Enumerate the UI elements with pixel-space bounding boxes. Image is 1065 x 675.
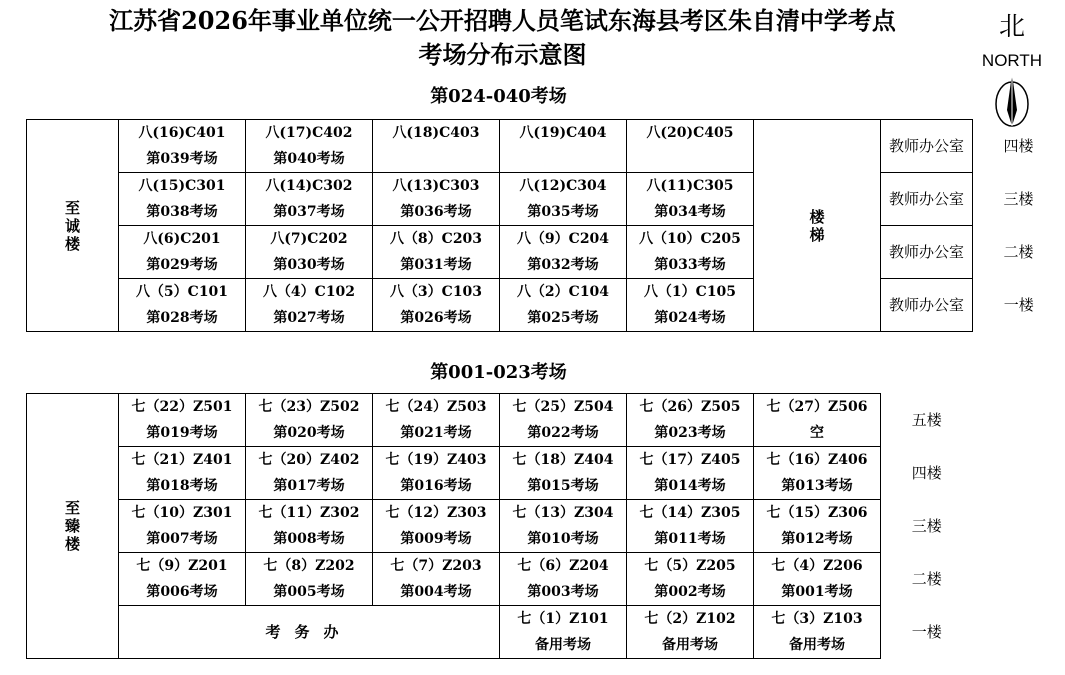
building1-name-char: 楼 <box>64 234 80 253</box>
exam-room-label: 第036考场 <box>400 204 472 220</box>
exam-room-label: 第015考场 <box>527 478 599 494</box>
page-title: 江苏省2026年事业单位统一公开招聘人员笔试东海县考区朱自清中学考点 <box>109 6 896 35</box>
exam-room-label: 第021考场 <box>400 425 472 441</box>
room-code: 七（19）Z403 <box>385 452 487 468</box>
exam-room-label: 第004考场 <box>400 584 472 600</box>
room-cell <box>246 279 373 332</box>
room-cell <box>500 394 627 447</box>
room-cell <box>754 553 881 606</box>
floor-label: 五楼 <box>881 394 973 447</box>
floor-label: 三楼 <box>1003 190 1034 208</box>
room-cell <box>373 173 500 226</box>
room-code: 七（27）Z506 <box>766 399 868 415</box>
room-code: 八(13)C303 <box>392 178 480 194</box>
exam-room-label: 备用考场 <box>789 637 845 653</box>
room-cell <box>500 120 627 173</box>
exam-room-label: 第034考场 <box>654 204 726 220</box>
room-cell <box>500 447 627 500</box>
floor-row <box>27 120 1065 173</box>
building2-name-char: 至 <box>64 499 80 517</box>
exam-room-label: 第003考场 <box>527 584 599 600</box>
exam-room-label: 第024考场 <box>654 310 726 326</box>
room-cell <box>627 500 754 553</box>
north-compass <box>980 8 1044 128</box>
room-cell <box>500 173 627 226</box>
exam-room-label: 第022考场 <box>527 425 599 441</box>
exam-room-label: 第013考场 <box>781 478 853 494</box>
room-code: 八(11)C305 <box>646 178 734 194</box>
room-code: 八(7)C202 <box>270 231 348 247</box>
room-code: 八(16)C401 <box>138 125 226 141</box>
room-cell <box>373 553 500 606</box>
room-code: 七（18）Z404 <box>512 452 614 468</box>
room-code: 八(17)C402 <box>265 125 353 141</box>
room-cell <box>246 173 373 226</box>
room-code: 八（4）C102 <box>262 284 356 300</box>
floor-row <box>27 394 973 447</box>
floor-label: 四楼 <box>881 447 973 500</box>
floor-label: 一楼 <box>1003 296 1034 314</box>
room-cell <box>119 173 246 226</box>
room-code: 七（16）Z406 <box>766 452 868 468</box>
room-code: 八(20)C405 <box>646 125 734 141</box>
room-code: 七（17）Z405 <box>639 452 741 468</box>
page-subtitle: 考场分布示意图 <box>418 40 587 69</box>
room-cell <box>500 606 627 659</box>
room-code: 八(14)C302 <box>265 178 353 194</box>
exam-room-label: 第026考场 <box>400 310 472 326</box>
exam-room-label: 第017考场 <box>273 478 345 494</box>
exam-room-label: 第007考场 <box>146 531 218 547</box>
room-cell <box>119 500 246 553</box>
building1-heading: 第024-040考场 <box>430 86 567 107</box>
room-cell <box>627 226 754 279</box>
building2-name-char: 楼 <box>64 535 80 553</box>
exam-room-label: 第011考场 <box>654 531 726 547</box>
room-cell <box>246 500 373 553</box>
exam-room-label <box>373 146 499 172</box>
exam-room-label: 第002考场 <box>654 584 726 600</box>
room-code: 八（8）C203 <box>389 231 483 247</box>
room-code: 八（1）C105 <box>643 284 737 300</box>
exam-room-label: 备用考场 <box>535 637 591 653</box>
exam-room-label: 第014考场 <box>654 478 726 494</box>
room-cell <box>754 447 881 500</box>
building2-name <box>27 394 119 659</box>
exam-room-label: 第001考场 <box>781 584 853 600</box>
room-cell <box>119 120 246 173</box>
exam-office: 考务办 <box>119 606 500 659</box>
building2-name-char: 臻 <box>64 517 80 535</box>
building2-table <box>26 393 973 659</box>
room-code: 七（26）Z505 <box>639 399 741 415</box>
floor-row <box>27 553 973 606</box>
room-cell <box>627 553 754 606</box>
room-cell <box>246 447 373 500</box>
floor-row <box>27 500 973 553</box>
floor-row <box>27 226 1065 279</box>
room-cell <box>119 447 246 500</box>
exam-room-label: 第028考场 <box>146 310 218 326</box>
teacher-office: 教师办公室 <box>881 226 973 279</box>
room-code: 八（9）C204 <box>516 231 610 247</box>
room-code: 八（3）C103 <box>389 284 483 300</box>
room-code: 八（2）C104 <box>516 284 610 300</box>
room-code: 七（3）Z103 <box>771 611 863 627</box>
exam-room-label: 第033考场 <box>654 257 726 273</box>
exam-room-label: 第012考场 <box>781 531 853 547</box>
stairs-cell <box>754 120 881 332</box>
exam-room-label: 第040考场 <box>273 151 345 167</box>
teacher-office: 教师办公室 <box>881 173 973 226</box>
room-cell <box>246 394 373 447</box>
exam-room-label: 第019考场 <box>146 425 218 441</box>
room-code: 七（21）Z401 <box>131 452 233 468</box>
exam-room-label: 第025考场 <box>527 310 599 326</box>
room-cell <box>246 553 373 606</box>
exam-room-label: 第032考场 <box>527 257 599 273</box>
room-code: 七（4）Z206 <box>771 558 863 574</box>
exam-room-label: 第038考场 <box>146 204 218 220</box>
room-cell <box>627 279 754 332</box>
exam-room-label: 第037考场 <box>273 204 345 220</box>
north-label-zh: 北 <box>998 12 1025 42</box>
room-code: 七（25）Z504 <box>512 399 614 415</box>
room-cell <box>627 173 754 226</box>
room-code: 七（7）Z203 <box>390 558 482 574</box>
room-code: 七（8）Z202 <box>263 558 355 574</box>
room-cell <box>500 500 627 553</box>
room-cell <box>627 606 754 659</box>
exam-room-label: 备用考场 <box>662 637 718 653</box>
room-cell <box>500 226 627 279</box>
room-code: 八(19)C404 <box>519 125 607 141</box>
exam-room-label: 第020考场 <box>273 425 345 441</box>
exam-room-label: 第005考场 <box>273 584 345 600</box>
building1-name-char: 诚 <box>64 216 80 235</box>
room-cell <box>119 394 246 447</box>
room-cell <box>373 447 500 500</box>
room-code: 七（9）Z201 <box>136 558 228 574</box>
room-code: 八(6)C201 <box>143 231 221 247</box>
room-cell <box>754 394 881 447</box>
room-cell <box>119 553 246 606</box>
room-cell <box>246 226 373 279</box>
exam-room-label: 第023考场 <box>654 425 726 441</box>
room-code: 八（10）C205 <box>639 231 741 247</box>
floor-row <box>27 606 973 659</box>
room-cell <box>373 120 500 173</box>
room-code: 七（24）Z503 <box>385 399 487 415</box>
room-code: 七（13）Z304 <box>512 505 614 521</box>
room-cell <box>500 553 627 606</box>
room-cell <box>627 120 754 173</box>
room-cell <box>373 226 500 279</box>
room-code: 七（11）Z302 <box>258 505 360 521</box>
room-cell <box>754 500 881 553</box>
building1-table <box>26 119 1065 332</box>
room-cell <box>627 394 754 447</box>
room-code: 七（14）Z305 <box>639 505 741 521</box>
floor-label: 二楼 <box>1003 243 1034 261</box>
exam-room-label <box>500 146 626 172</box>
teacher-office: 教师办公室 <box>881 120 973 173</box>
room-cell <box>500 279 627 332</box>
room-code: 八（5）C101 <box>135 284 229 300</box>
room-cell <box>627 447 754 500</box>
floor-row <box>27 447 973 500</box>
room-code: 八(15)C301 <box>138 178 226 194</box>
exam-room-label: 第027考场 <box>273 310 345 326</box>
room-code: 七（15）Z306 <box>766 505 868 521</box>
floor-label: 三楼 <box>881 500 973 553</box>
floor-label: 二楼 <box>881 553 973 606</box>
floor-label: 四楼 <box>1003 137 1034 155</box>
building2-heading: 第001-023考场 <box>430 362 567 383</box>
exam-room-label: 第008考场 <box>273 531 345 547</box>
room-code: 七（2）Z102 <box>644 611 736 627</box>
floor-label: 一楼 <box>881 606 973 659</box>
stairs-cell-char: 梯 <box>809 225 825 244</box>
room-cell <box>246 120 373 173</box>
floor-row <box>27 279 1065 332</box>
room-code: 八(18)C403 <box>392 125 480 141</box>
room-code: 七（10）Z301 <box>131 505 233 521</box>
room-code: 七（5）Z205 <box>644 558 736 574</box>
exam-room-label: 第029考场 <box>146 257 218 273</box>
exam-room-label: 第030考场 <box>273 257 345 273</box>
teacher-office: 教师办公室 <box>881 279 973 332</box>
room-cell <box>373 500 500 553</box>
floor-row <box>27 173 1065 226</box>
exam-room-label: 第039考场 <box>146 151 218 167</box>
room-code: 七（6）Z204 <box>517 558 609 574</box>
room-code: 七（1）Z101 <box>517 611 609 627</box>
exam-room-label: 第006考场 <box>146 584 218 600</box>
exam-room-label: 第016考场 <box>400 478 472 494</box>
exam-room-label: 第018考场 <box>146 478 218 494</box>
room-cell <box>373 279 500 332</box>
building1-name <box>27 120 119 332</box>
room-cell <box>119 226 246 279</box>
building1-name-char: 至 <box>64 198 80 217</box>
exam-room-label: 第031考场 <box>400 257 472 273</box>
room-cell <box>754 606 881 659</box>
exam-room-label: 第010考场 <box>527 531 599 547</box>
north-label-en: NORTH <box>981 51 1043 70</box>
exam-room-label <box>627 146 753 172</box>
stairs-cell-char: 楼 <box>809 207 825 226</box>
room-code: 八(12)C304 <box>519 178 607 194</box>
room-cell <box>119 279 246 332</box>
room-code: 七（22）Z501 <box>131 399 233 415</box>
room-cell <box>373 394 500 447</box>
exam-room-label: 第035考场 <box>527 204 599 220</box>
room-code: 七（23）Z502 <box>258 399 360 415</box>
room-code: 七（12）Z303 <box>385 505 487 521</box>
room-code: 七（20）Z402 <box>258 452 360 468</box>
exam-room-label: 空 <box>810 425 824 441</box>
exam-room-label: 第009考场 <box>400 531 472 547</box>
